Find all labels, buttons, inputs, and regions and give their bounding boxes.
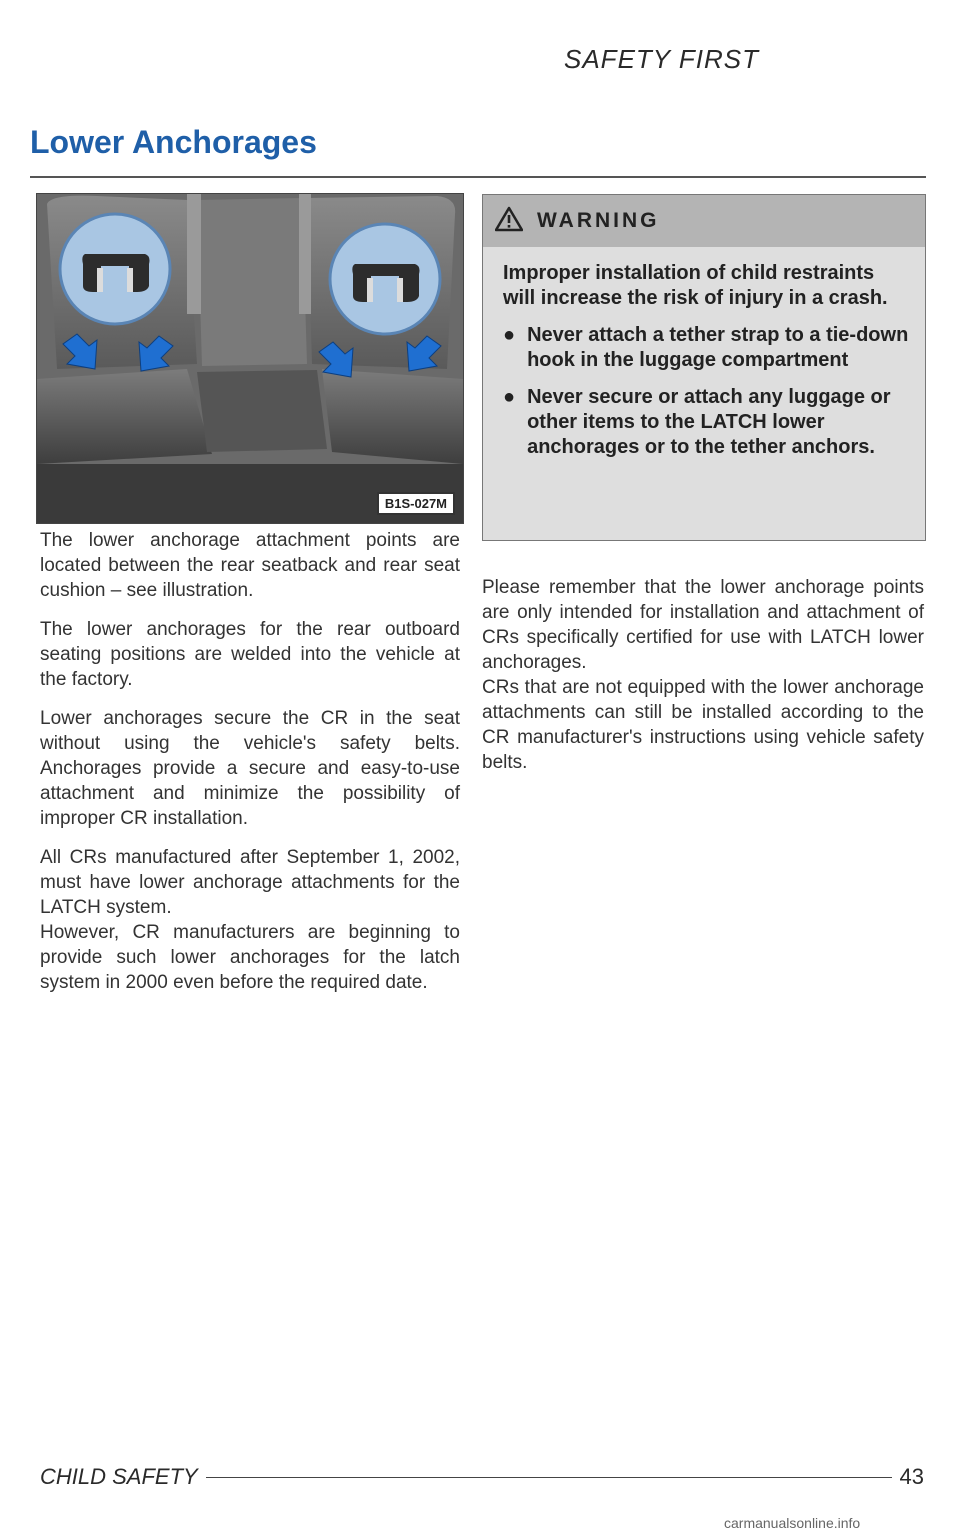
right-column xyxy=(482,575,924,775)
warning-triangle-icon xyxy=(495,206,523,237)
right-cushion xyxy=(322,369,463,464)
warning-bullet-text: Never secure or attach any luggage or other items to the LATCH lower anchorages or to the tether anchors. xyxy=(527,386,891,458)
paragraph: All CRs manufactured after September 1, 2002, must have lower anchorage attachments for the LATCH system. xyxy=(40,847,460,918)
bullet-icon: ● xyxy=(503,324,516,346)
warning-bullet xyxy=(503,323,911,373)
warning-header xyxy=(483,195,925,247)
bullet-icon: ● xyxy=(503,386,516,408)
warning-bullet xyxy=(503,385,911,460)
seat-anchorage-illustration xyxy=(36,193,464,524)
warning-bullet-text: Never attach a tether strap to a tie-down hook in the luggage compartment xyxy=(527,324,909,371)
section-title: Lower Anchorages xyxy=(30,124,317,160)
figure-code: B1S-027M xyxy=(377,492,455,515)
warning-intro: Improper installation of child restraints will increase the risk of injury in a crash. xyxy=(503,262,888,309)
header-rule xyxy=(30,176,926,178)
warning-box xyxy=(482,194,926,541)
paragraph: The lower anchorage attachment points are located between the rear seatback and rear seat cushion – see illustration. xyxy=(40,530,460,601)
paragraph: Please remember that the lower anchorage points are only intended for installation and attachment of CRs specifically certified for use with LATCH lower anchorages. xyxy=(482,577,924,673)
page-number: 43 xyxy=(899,1464,924,1489)
center-cushion xyxy=(197,370,327,452)
warning-body xyxy=(483,247,925,460)
seat-photo xyxy=(37,194,463,523)
center-seatback xyxy=(197,198,307,366)
footer-rule xyxy=(206,1477,892,1478)
footer-section-label: CHILD SAFETY xyxy=(40,1464,198,1489)
paragraph: However, CR manufacturers are beginning to provide such lower anchorages for the latch system in 2000 even before the required date. xyxy=(40,922,460,993)
warning-title: WARNING xyxy=(537,209,660,232)
left-cushion xyxy=(37,369,212,464)
page-footer xyxy=(40,1463,924,1491)
left-column xyxy=(40,528,460,1009)
paragraph: The lower anchorages for the rear outboard seating positions are welded into the vehicle at the factory. xyxy=(40,619,460,690)
paragraph: Lower anchorages secure the CR in the seat without using the vehicle's safety belts. Anchorages provide a secure and easy-to-use attachment and minimize the possibility of improper CR installation. xyxy=(40,708,460,829)
right-anchor-zoom xyxy=(330,224,440,334)
paragraph: CRs that are not equipped with the lower anchorage attachments can still be installed according to the CR manufacturer's instructions using vehicle safety belts. xyxy=(482,677,924,773)
left-anchor-zoom xyxy=(60,214,170,324)
watermark: carmanualsonline.info xyxy=(724,1515,861,1531)
running-header: SAFETY FIRST xyxy=(564,44,759,74)
